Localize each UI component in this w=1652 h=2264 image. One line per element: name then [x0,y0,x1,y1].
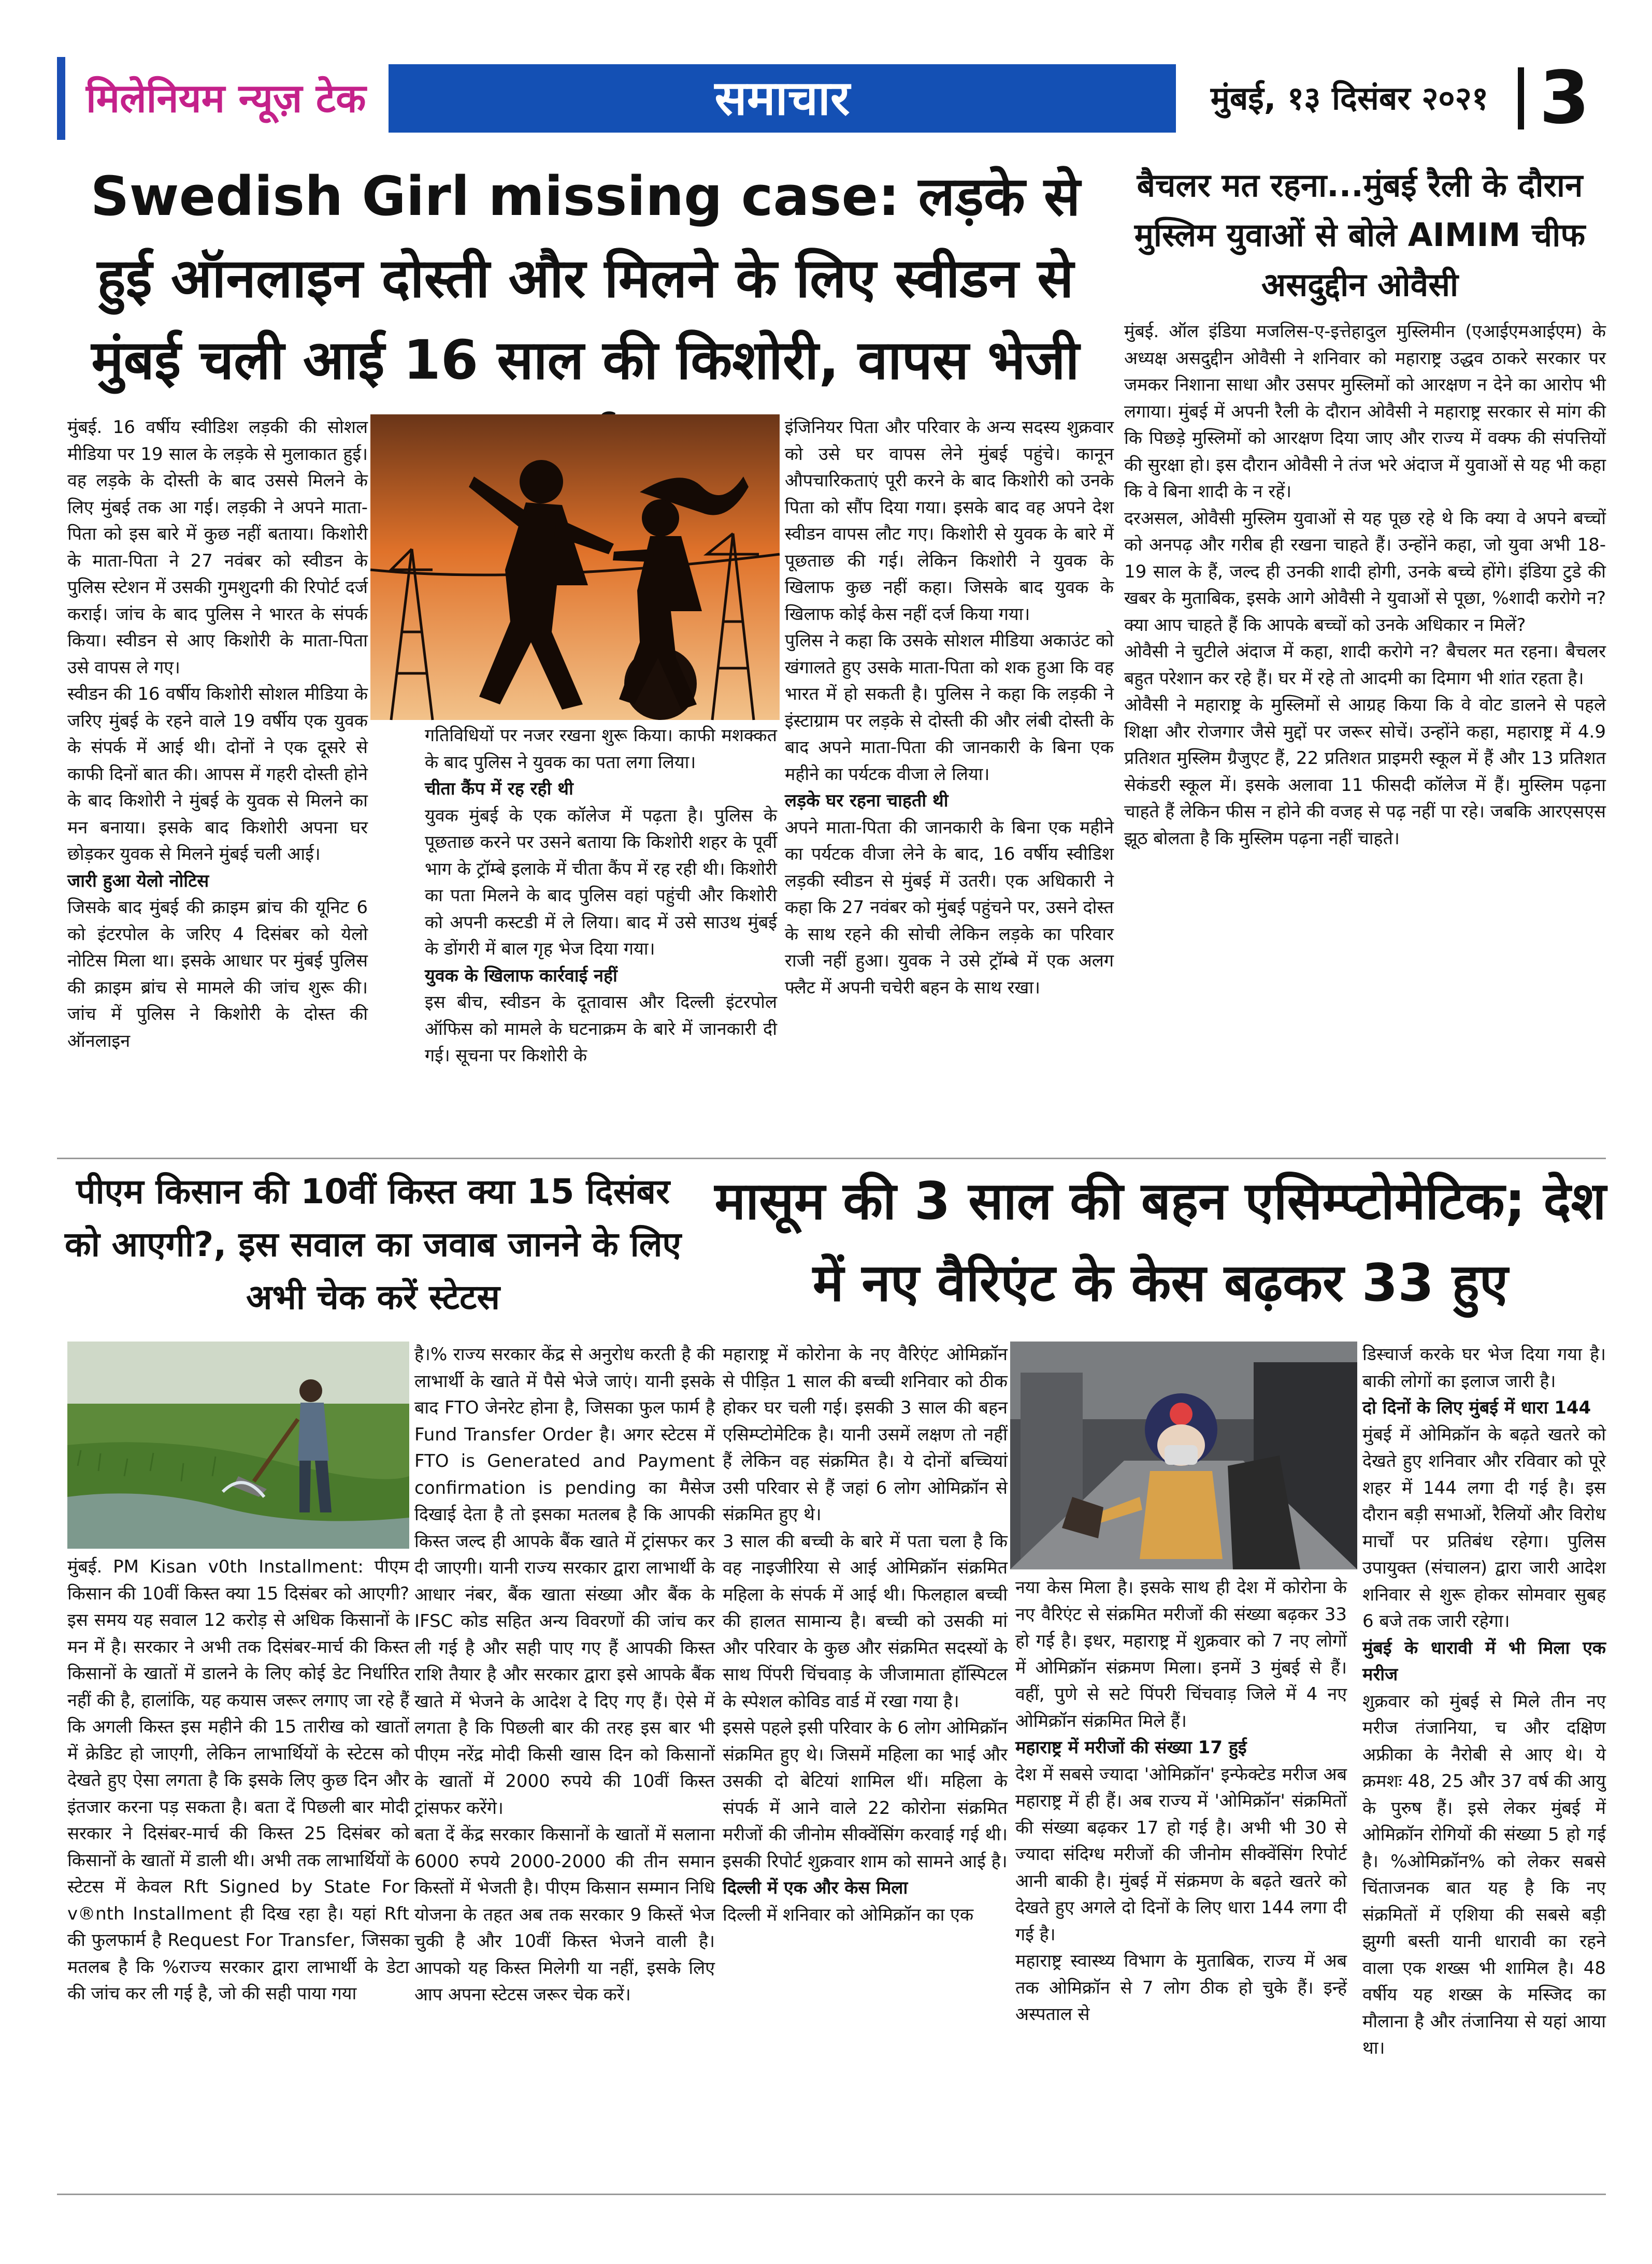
masthead-divider [1518,67,1524,129]
story3-headline: पीएम किसान की 10वीं किस्त क्या 15 दिसंबर को आएगी?, इस सवाल का जवाब जानने के लिए अभी चेक करें स्टेटस [65,1172,681,1317]
story3-farm-photo [67,1342,409,1549]
story1-col2-p1: गतिविधियों पर नजर रखना शुरू किया। काफी मशक्कत के बाद पुलिस ने युवक का पता लगा लिया। [425,725,777,773]
story4-col2-p1: नया केस मिला है। इसके साथ ही देश में कोरोना के नए वैरिएंट से संक्रमित मरीजों की संख्या बढ़कर 33 हो गई है। इधर, महाराष्ट्र में शुक्रवार को 7 नए लोगों में ओमिक्रॉन संक्रमण मिला। इनमें 3 मुंबई से हैं। वहीं, पुणे से सटे पिंपरी चिंचवाड़ जिले में 4 नए ओमिक्रॉन संक्रमित मिले हैं। [1015,1577,1347,1732]
story2-p1: मुंबई. ऑल इंडिया मजलिस-ए-इत्तेहादुल मुस्लिमीन (एआईएमआईएम) के अध्यक्ष असदुद्दीन ओवैसी ने शनिवार को महाराष्ट्र उद्धव ठाकरे सरकार पर जमकर निशाना साधा और उसपर मुस्लिमों को आरक्षण न देने का आरोप भी लगाया। मुंबई में अपनी रैली के दौरान ओवैसी ने महाराष्ट्र सरकार से मांग की कि पिछड़े मुस्लिमों को आरक्षण दिया जाए और राज्य में वक्फ की संपत्तियों की सुरक्षा हो। इस दौरान ओवैसी ने तंज भरे अंदाज में युवाओं से यह भी कहा कि वे बिना शादी के न रहें। [1124,321,1606,502]
story2-headline: बैचलर मत रहना...मुंबई रैली के दौरान मुस्लिम युवाओं से बोले AIMIM चीफ असदुद्दीन ओवैसी [1134,166,1586,304]
story1-col3 [785,414,1114,1155]
story4-col3-p3: शुक्रवार को मुंबई से मिले तीन नए मरीज तंजानिया, च और दक्षिण अफ्रीका के नैरोबी से आए थे। ये क्रमशः 48, 25 और 37 वर्ष की आयु के पुरुष हैं। इसे लेकर मुंबई में ओमिक्रॉन रोगियों की संख्या 5 हो गई है। %ओमिक्रॉन% को लेकर सबसे चिंताजनक बात यह है कि नए संक्रमितों में एशिया की सबसे बड़ी झुग्गी बस्ती यानी धारावी का रहने वाला एक शख्स भी शामिल है। 48 वर्षीय यह शख्स के मस्जिद का मौलाना है और तंजानिया से यहां आया था। [1362,1691,1606,2058]
story4-col1-p1: महाराष्ट्र में कोरोना के नए वैरिएंट ओमिक्रॉन से पीड़ित 1 साल की बच्ची शनिवार को ठीक होकर घर चली गई। इसकी 3 साल की बहन एसिम्प्टोमेटिक है। यानी उसमें लक्षण तो नहीं हैं लेकिन वह संक्रमित है। ये दोनों बच्चियां उसी परिवार से हैं जहां 6 लोग ओमिक्रॉन से संक्रमित हुए थे। [723,1344,1008,1525]
story3-col2-p1: है।% राज्य सरकार केंद्र से अनुरोध करती है की लाभार्थी के खाते में पैसे भेजे जाएं। यानी इसके बाद FTO जेनरेट होना है, जिसका फुल फार्म है Fund Transfer Order है। अगर स्टेटस में FTO is Generated and Payment confirmation is pending का मैसेज दिखाई देता है तो इसका मतलब है कि आपकी किस्त जल्द ही आपके बैंक खाते में ट्रांसफर कर दी जाएगी। यानी राज्य सरकार द्वारा लाभार्थी के आधार नंबर, बैंक खाता संख्या और बैंक के IFSC कोड सहित अन्य विवरणों की जांच कर ली गई है और सही पाए गए हैं आपकी किस्त राशि तैयार है और सरकार द्वारा इसे आपके बैंक खाते में भेजने के आदेश दे दिए गए हैं। ऐसे में लगता है कि पिछली बार की तरह इस बार भी पीएम नरेंद्र मोदी किसी खास दिन को किसानों के खातों में 2000 रुपये की 10वीं किस्त ट्रांसफर करेंगे। [414,1344,715,1819]
story1-col2-p2: युवक मुंबई के एक कॉलेज में पढ़ता है। पुलिस के पूछताछ करने पर उसने बताया कि किशोरी शहर के पूर्वी भाग के ट्रॉम्बे इलाके में चीता कैंप में रह रही थी। किशोरी का पता मिलने के बाद पुलिस वहां पहुंची और किशोरी को अपनी कस्टडी में ले लिया। बाद में उसे साउथ मुंबई के डोंगरी में बाल गृह भेज दिया गया। [425,805,777,959]
masthead [57,57,1601,140]
story4-col1-p4: दिल्ली में शनिवार को ओमिक्रॉन का एक [723,1904,974,1925]
story1-sub1: जारी हुआ येलो नोटिस [67,870,209,891]
story4-sub2: महाराष्ट्र में मरीजों की संख्या 17 हुई [1015,1737,1247,1758]
story4-col1 [723,1342,1008,2186]
story1-col3-p1: इंजिनियर पिता और परिवार के अन्य सदस्य शुक्रवार को उसे घर वापस लेने मुंबई पहुंचे। कानून औपचारिकताएं पूरी करने के बाद किशोरी को उनके पिता को सौंप दिया गया। इसके बाद वह अपने देश स्वीडन वापस लौट गए। किशोरी से युवक के बारे में पूछताछ की गई। लेकिन किशोरी ने युवक के खिलाफ कुछ नहीं कहा। जिसके बाद युवक के खिलाफ कोई केस नहीं दर्ज किया गया। [785,417,1114,625]
story1-col2 [425,723,777,1155]
story2-body [1124,319,1606,1147]
story1-col1-p3: जिसके बाद मुंबई की क्राइम ब्रांच की यूनिट 6 को इंटरपोल के जरिए 4 दिसंबर को येलो नोटिस मिला था। इसके आधार पर मुंबई पुलिस की क्राइम ब्रांच से मामले की जांच शुरू की। जांच में पुलिस ने किशोरी के दोस्त की ऑनलाइन [67,897,368,1051]
story3-col1-p1: मुंबई. PM Kisan v0th Installment: पीएम किसान की 10वीं किस्त क्या 15 दिसंबर को आएगी? इस समय यह सवाल 12 करोड़ से अधिक किसानों के मन में है। सरकार ने अभी तक दिसंबर-मार्च की किस्त किसानों के खातों में डालने के लिए कोई डेट निर्धारित नहीं की है, हालांकि, यह कयास जरूर लगाए जा रहे हैं कि अगली किस्त इस महीने की 15 तारीख को खातों में क्रेडिट हो जाएगी, लेकिन लाभार्थियों के स्टेटस को देखते हुए ऐसा लगता है कि इसके लिए कुछ दिन और इंतजार करना पड़ सकता है। बता दें पिछली बार मोदी सरकार ने दिसंबर-मार्च की किस्त 25 दिसंबर को किसानों के खातों में डाली थी। अभी तक लाभार्थियों के स्टेटस में केवल Rft Signed by State For v®nth Installment ही दिख रहा है। यहां Rft की फुलफार्म है Request For Transfer, जिसका मतलब है कि %राज्य सरकार द्वारा लाभार्थी के डेटा की जांच कर ली गई है, जो की सही पाया गया [67,1556,409,2004]
section-title: समाचार [389,64,1176,133]
section-divider [57,1158,1606,1159]
page-number: 3 [1539,56,1590,140]
story1-col2-p3: इस बीच, स्वीडन के दूतावास और दिल्ली इंटरपोल ऑफिस को मामले के घटनाक्रम के बारे में जानकारी दी गई। सूचना पर किशोरी के [425,992,777,1066]
story4-col2-p2: देश में सबसे ज्यादा 'ओमिक्रॉन' इन्फेक्टेड मरीज अब महाराष्ट्र में ही हैं। अब राज्य में 'ओमिक्रॉन' संक्रमितों की संख्या बढ़कर 17 हो गई है। अभी भी 30 से ज्यादा संदिग्ध मरीजों की जीनोम सीक्वेंसिंग रिपोर्ट आनी बाकी है। मुंबई में संक्रमण के बढ़ते खतरे को देखते हुए अगले दो दिनों के लिए धारा 144 लगा दी गई है। [1015,1764,1347,1945]
story1-sub3: युवक के खिलाफ कार्रवाई नहीं [425,965,617,986]
story4-col3-p2: मुंबई में ओमिक्रॉन के बढ़ते खतरे को देखते हुए शनिवार और रविवार को पूरे शहर में 144 लगा दी गई है। इस दौरान बड़ी सभाओं, रैलियों और विरोध मार्चों पर प्रतिबंध रहेगा। पुलिस उपायुक्त (संचालन) द्वारा जारी आदेश शनिवार से शुरू होकर सोमवार सुबह 6 बजे तक जारी रहेगा। [1362,1424,1606,1632]
story3-col2 [414,1342,715,2186]
story4-child-mask-photo [1010,1342,1357,1569]
story4-col2 [1015,1575,1347,2186]
story4-headline: मासूम की 3 साल की बहन एसिम्प्टोमेटिक; देश में नए वैरिएंट के केस बढ़कर 33 हुए [714,1171,1606,1313]
story4-col2-p3: महाराष्ट्र स्वास्थ्य विभाग के मुताबिक, राज्य में अब तक ओमिक्रॉन से 7 लोग ठीक हो चुके हैं। इन्हें अस्पताल से [1015,1951,1347,2025]
story4-col3-p1: डिस्चार्ज करके घर भेज दिया गया है। बाकी लोगों का इलाज जारी है। [1362,1344,1606,1392]
story1-headline: Swedish Girl missing case: लड़के से हुई ऑनलाइन दोस्ती और मिलने के लिए स्वीडन से मुंबई चली आई 16 साल की किशोरी, वापस भेजी [90,165,1081,392]
story2-p3: ओवैसी ने चुटीले अंदाज में कहा, शादी करोगे न? बैचलर मत रहना। बैचलर बहुत परेशान कर रहे हैं। घर में रहे तो आदमी का दिमाग भी शांत रहता है। [1124,641,1606,689]
story4-col1-p3: इससे पहले इसी परिवार के 6 लोग ओमिक्रॉन संक्रमित हुए थे। जिसमें महिला का भाई और उसकी दो बेटियां शामिल थीं। महिला के संपर्क में आने वाले 22 कोरोना संक्रमित मरीजों की जीनोम सीक्वेंसिंग करवाई गई थी। इसकी रिपोर्ट शुक्रवार शाम को सामने आई है। [723,1718,1008,1872]
story3-col1 [67,1554,409,2186]
story1-illustration [370,414,780,720]
story1-sub2: चीता कैंप में रह रही थी [425,778,573,799]
story1-col1 [67,414,368,1155]
story3-col2-p2: बता दें केंद्र सरकार किसानों के खातों में सलाना 6000 रुपये 2000-2000 की तीन समान किस्तों में भेजती है। पीएम किसान सम्मान निधि योजना के तहत अब तक सरकार 9 किस्तें भेज चुकी है और 10वीं किस्त भेजने वाली है। आपको यह किस्त मिलेगी या नहीं, इसके लिए आप अपना स्टेटस जरूर चेक करें। [414,1824,715,2005]
story4-col3 [1362,1342,1606,2186]
paper-name: मिलेनियम न्यूज़ टेक [57,57,389,140]
dateline: मुंबई, १३ दिसंबर २०२१ [1210,79,1489,117]
story4-sub1: दिल्ली में एक और केस मिला [723,1878,908,1898]
story1-col3-p3: अपने माता-पिता की जानकारी के बिना एक महीने का पर्यटक वीजा लेने के बाद, 16 वर्षीय स्वीडिश लड़की स्वीडन से मुंबई में उतरी। एक अधिकारी ने कहा कि 27 नवंबर को मुंबई पहुंचने पर, उसने दोस्त के साथ रहने की सोची लेकिन लड़के का परिवार राजी नहीं हुआ। युवक ने उसे ट्रॉम्बे में एक अलग फ्लैट में अपनी चचेरी बहन के साथ रखा। [785,817,1114,998]
story1-sub4: लड़के घर रहना चाहती थी [785,790,949,811]
story2-p2: दरअसल, ओवैसी मुस्लिम युवाओं से यह पूछ रहे थे कि क्या वे अपने बच्चों को अनपढ़ और गरीब ही रखना चाहते हैं। उन्होंने कहा, जो युवा अभी 18-19 साल के हैं, जल्द ही उनकी शादी होगी, उनके बच्चे होंगे। इंडिया टुडे की खबर के मुताबिक, इसके आगे ओवैसी ने युवाओं से पूछा, %शादी करोगे न? क्या आप चाहते हैं कि आपके बच्चों को उनके अधिकार न मिलें? [1124,508,1606,636]
story4-sub3: मुंबई के धारावी में भी मिला एक मरीज [1362,1637,1606,1685]
story4-col1-p2: 3 साल की बच्ची के बारे में पता चला है कि वह नाइजीरिया से आई ओमिक्रॉन संक्रमित महिला के संपर्क में आई थी। फिलहाल बच्ची की हालत सामान्य है। बच्ची को उसकी मां और परिवार के कुछ और संक्रमित सदस्यों के साथ पिंपरी चिंचवाड़ के जीजामाता हॉस्पिटल के स्पेशल कोविड वार्ड में रखा गया है। [723,1531,1008,1712]
footer-rule [57,2194,1606,2195]
story4-col3-heading: दो दिनों के लिए मुंबई में धारा 144 [1362,1397,1591,1418]
story1-col1-p1: मुंबई. 16 वर्षीय स्वीडिश लड़की की सोशल मीडिया पर 19 साल के लड़के से मुलाकात हुई। वह लड़के के दोस्ती के बाद उससे मिलने के लिए मुंबई तक आ गई। लड़की ने अपने माता-पिता को इस बारे में कुछ नहीं बताया। किशोरी के माता-पिता ने 27 नवंबर को स्वीडन के पुलिस स्टेशन में उसकी गुमशुदगी की रिपोर्ट दर्ज कराई। जांच के बाद पुलिस ने भारत के संपर्क किया। स्वीडन से आए किशोरी के माता-पिता उसे वापस ले गए। [67,417,368,678]
story1-col3-p2: पुलिस ने कहा कि उसके सोशल मीडिया अकाउंट को खंगालते हुए उसके माता-पिता को शक हुआ कि वह भारत में हो सकती है। पुलिस ने कहा कि लड़की ने इंस्टाग्राम पर लड़के से दोस्ती की और लंबी दोस्ती के बाद अपने माता-पिता की जानकारी के बिना एक महीने का पर्यटक वीजा ले लिया। [785,630,1114,785]
story1-col1-p2: स्वीडन की 16 वर्षीय किशोरी सोशल मीडिया के जरिए मुंबई के रहने वाले 19 वर्षीय एक युवक के संपर्क में आई थी। दोनों ने एक दूसरे से काफी दिनों बात की। आपस में गहरी दोस्ती होने के बाद किशोरी ने मुंबई के युवक से मिलने का मन बनाया। इसके बाद किशोरी अपना घर छोड़कर युवक से मिलने मुंबई चली आई। [67,684,368,864]
story2-p4: ओवैसी ने महाराष्ट्र के मुस्लिमों से आग्रह किया कि वे वोट डालने से पहले शिक्षा और रोजगार जैसे मुद्दों पर जरूर सोचें। उन्होंने कहा, महाराष्ट्र में 4.9 प्रतिशत मुस्लिम ग्रैजुएट हैं, 22 प्रतिशत प्राइमरी स्कूल में हैं और 13 प्रतिशत सेकंडरी स्कूल में। इसके अलावा 11 फीसदी कॉलेज में हैं। मुस्लिम पढ़ना चाहते हैं लेकिन फीस न होने की वजह से पढ़ नहीं पा रहे। जबकि आरएसएस झूठ बोलता है कि मुस्लिम पढ़ना नहीं चाहते। [1124,695,1606,849]
